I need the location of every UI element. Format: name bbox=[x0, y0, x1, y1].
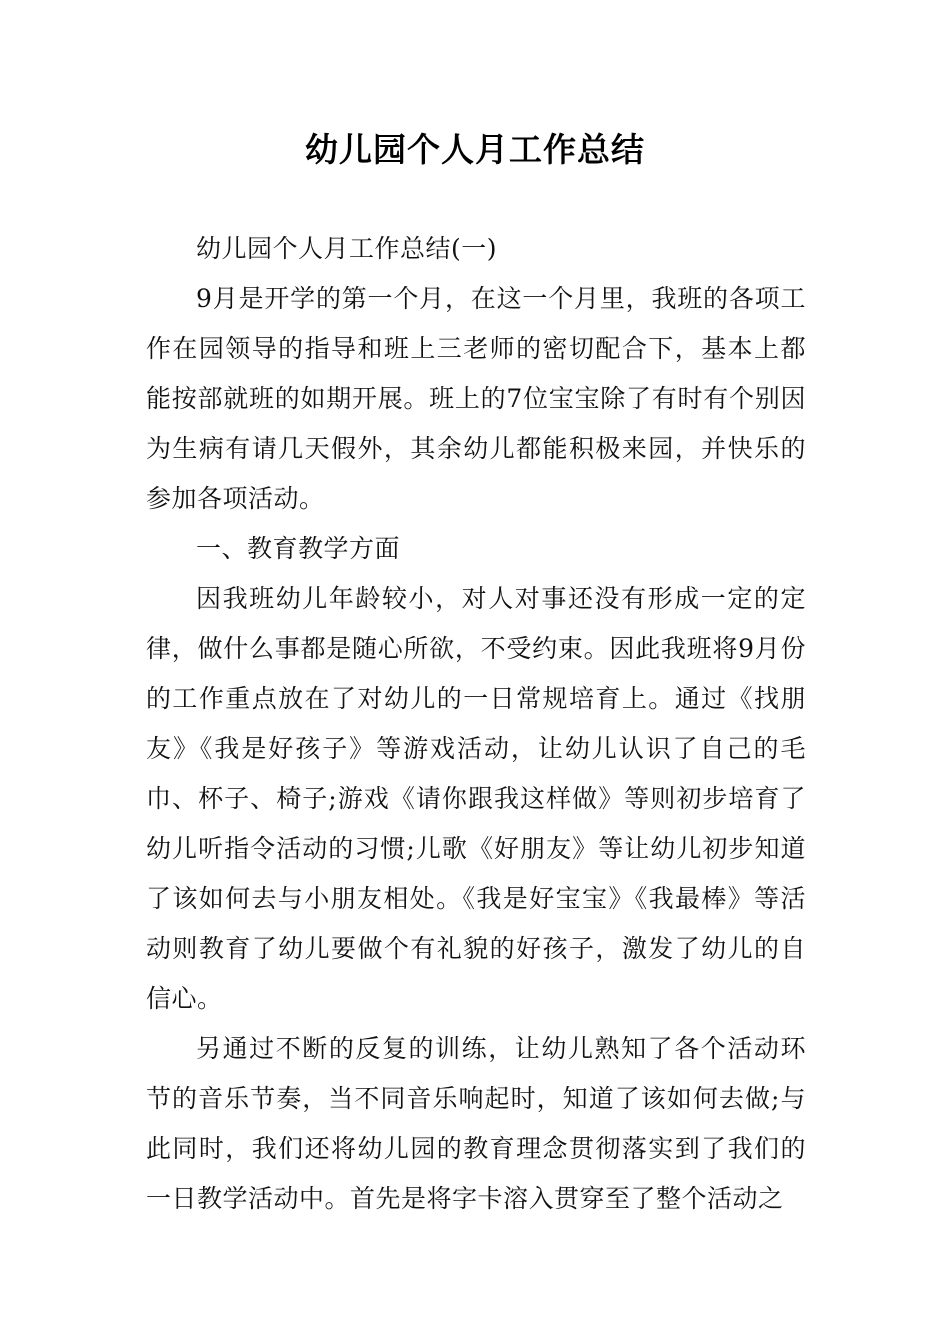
section-heading-part-one: 幼儿园个人月工作总结(一) bbox=[196, 234, 498, 263]
document-body bbox=[146, 224, 806, 1224]
document-title: 幼儿园个人月工作总结 bbox=[305, 130, 645, 169]
section-heading-education: 一、教育教学方面 bbox=[196, 534, 401, 563]
paragraph-music-and-philosophy: 另通过不断的反复的训练，让幼儿熟知了各个活动环节的音乐节奏，当不同音乐响起时，知道了该如何去做;与此同时，我们还将幼儿园的教育理念贯彻落实到了我们的一日教学活动中。首先是将字卡溶入贯穿至了整个活动之 bbox=[146, 1034, 806, 1213]
paragraph-routine-training: 因我班幼儿年龄较小，对人对事还没有形成一定的定律，做什么事都是随心所欲，不受约束。因此我班将9月份的工作重点放在了对幼儿的一日常规培育上。通过《找朋友》《我是好孩子》等游戏活动，让幼儿认识了自己的毛巾、杯子、椅子;游戏《请你跟我这样做》等则初步培育了幼儿听指令活动的习惯;儿歌《好朋友》等让幼儿初步知道了该如何去与小朋友相处。《我是好宝宝》《我最棒》等活动则教育了幼儿要做个有礼貌的好孩子，激发了幼儿的自信心。 bbox=[146, 584, 806, 1013]
paragraph-intro: 9月是开学的第一个月，在这一个月里，我班的各项工作在园领导的指导和班上三老师的密切配合下，基本上都能按部就班的如期开展。班上的7位宝宝除了有时有个别因为生病有请几天假外，其余幼儿都能积极来园，并快乐的参加各项活动。 bbox=[146, 284, 806, 513]
